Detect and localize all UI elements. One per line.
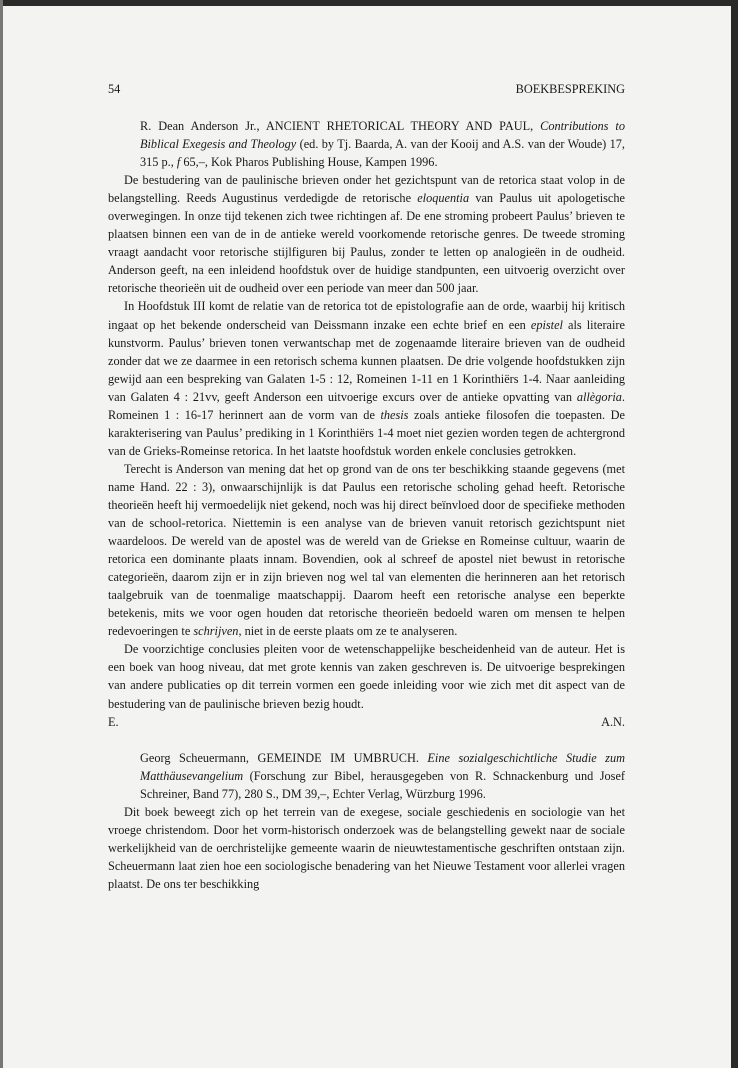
review1-paragraph-1: De bestudering van de paulinische brieven onder het gezichtspunt van de retorica staat volop in de belangstelling. Reeds Augustinus verdedigde de retorische eloquentia van Paulus uit apologetische overwegingen. In onze tijd tekenen zich twee richtingen af. De ene stroming probeert Paulus’ brieven te plaatsen binnen een van de in de antieke wereld voorkomende retorische genres. De tweede stroming vraagt aandacht voor retorische stijlfiguren bij Paulus, zonder te letten op analogieën in de oudheid. Anderson geeft, na een inleidend hoofdstuk over de huidige standpunten, een uitvoerig overzicht over retorische theorieën uit de oudheid over een periode van meer dan 500 jaar. (108, 173, 625, 296)
signature-right: A.N. (601, 714, 625, 729)
page-body (108, 80, 625, 893)
scan-border-right (731, 0, 738, 1068)
book-subtitle: Eine sozialgeschichtliche Studie zum Matthäusevangelium (140, 750, 625, 783)
review1-reference: R. Dean Anderson Jr., ANCIENT RHETORICAL THEORY AND PAUL, Contributions to Biblical Exegesis and Theology (ed. by Tj. Baarda, A. van der Kooij and A.S. van der Woude) 17, 315 p., f 65,–, Kok Pharos Publishing House, Kampen 1996. (140, 119, 626, 170)
scan-border-left (0, 0, 3, 1068)
review2-paragraph-1: Dit boek beweegt zich op het terrein van de exegese, sociale geschiedenis en sociologie van het vroege christendom. Door het vorm-historisch onderzoek was de belangstelling gewekt naar de sociale werkelijkheid van de oerchristelijke gemeente waarin de nieuwtestamentische geschriften ontstaan zijn. Scheuermann laat zien hoe een sociologische benadering van het Nieuwe Testament voor allerlei vragen plaatst. De ons ter beschikking (108, 804, 625, 891)
series-title: Contributions to Biblical Exegesis and Theology (140, 119, 625, 152)
currency-symbol: f (176, 155, 181, 170)
review1-signature (108, 713, 625, 731)
signature-left: E. (108, 714, 119, 729)
review1-paragraph-3: Terecht is Anderson van mening dat het op grond van de ons ter beschikking staande gegevens (met name Hand. 22 : 3), onwaarschijnlijk is dat Paulus een retorische scholing gehad heeft. Retorische theorieën heeft hij vermoedelijk niet gekend, noch was hij direct beïnvloed door de specifieke methoden van de school-retorica. Niettemin is een analyse van de brieven vanuit retorisch gezichtspunt niet waardeloos. De wereld van de apostel was de wereld van de Griekse en Romeinse cultuur, waarin de retorica een dominante plaats innam. Bovendien, ook al schreef de apostel niet bewust in retorische categorieën, daarom zijn er in zijn brieven nog wel tal van elementen die herinneren aan het retorisch taalgebruik van de toenmalige maatschappij. Daarom heeft een retorische analyse een beperkte betekenis, mits we voor ogen houden dat retorische theorieën bedoeld waren om mensen te helpen redevoeringen te schrijven, niet in de eerste plaats om ze te analyseren. (108, 461, 625, 639)
review1-paragraph-4: De voorzichtige conclusies pleiten voor de wetenschappelijke bescheidenheid van de auteur. Het is een boek van hoog niveau, dat met grote kennis van zaken geschreven is. De uitvoerige besprekingen van andere publicaties op dit terrein vormen een goede inleiding voor wie zich met dit aspect van de bestudering van de paulinische brieven bezig houdt. (108, 642, 625, 711)
review1-paragraph-2: In Hoofdstuk III komt de relatie van de retorica tot de epistolografie aan de orde, waarbij hij kritisch ingaat op het bekende onderscheid van Deissmann inzake een echte brief en een epistel als literaire kunstvorm. Paulus’ brieven tonen verwantschap met de zogenaamde literaire brieven van de oudheid zonder dat we ze daarmee in een retorisch schema kunnen plaatsen. De drie volgende hoofdstukken zijn gewijd aan een bespreking van Galaten 1-5 : 12, Romeinen 1-11 en 1 Korinthiërs 1-4. Naar aanleiding van Galaten 4 : 21vv, geeft Anderson een uitvoerige excurs over de antieke opvatting van allègoria. Romeinen 1 : 16-17 herinnert aan de vorm van de thesis zoals antieke filosofen die toepasten. De karakterisering van Paulus’ prediking in 1 Korinthiërs 1-4 moet niet gezien worden tegen de achtergrond van de Grieks-Romeinse retorica. In het laatste hoofdstuk worden enkele conclusies getrokken. (108, 299, 625, 458)
review2-reference: Georg Scheuermann, GEMEINDE IM UMBRUCH. Eine sozialgeschichtliche Studie zum Matthäusevangelium (Forschung zur Bibel, herausgegeben von R. Schnackenburg und Josef Schreiner, Band 77), 280 S., DM 39,–, Echter Verlag, Würzburg 1996. (140, 750, 625, 801)
running-head: BOEKBESPREKING (515, 82, 625, 96)
page-header (108, 80, 625, 98)
scan-border-top (0, 0, 738, 6)
page-number: 54 (108, 82, 121, 96)
